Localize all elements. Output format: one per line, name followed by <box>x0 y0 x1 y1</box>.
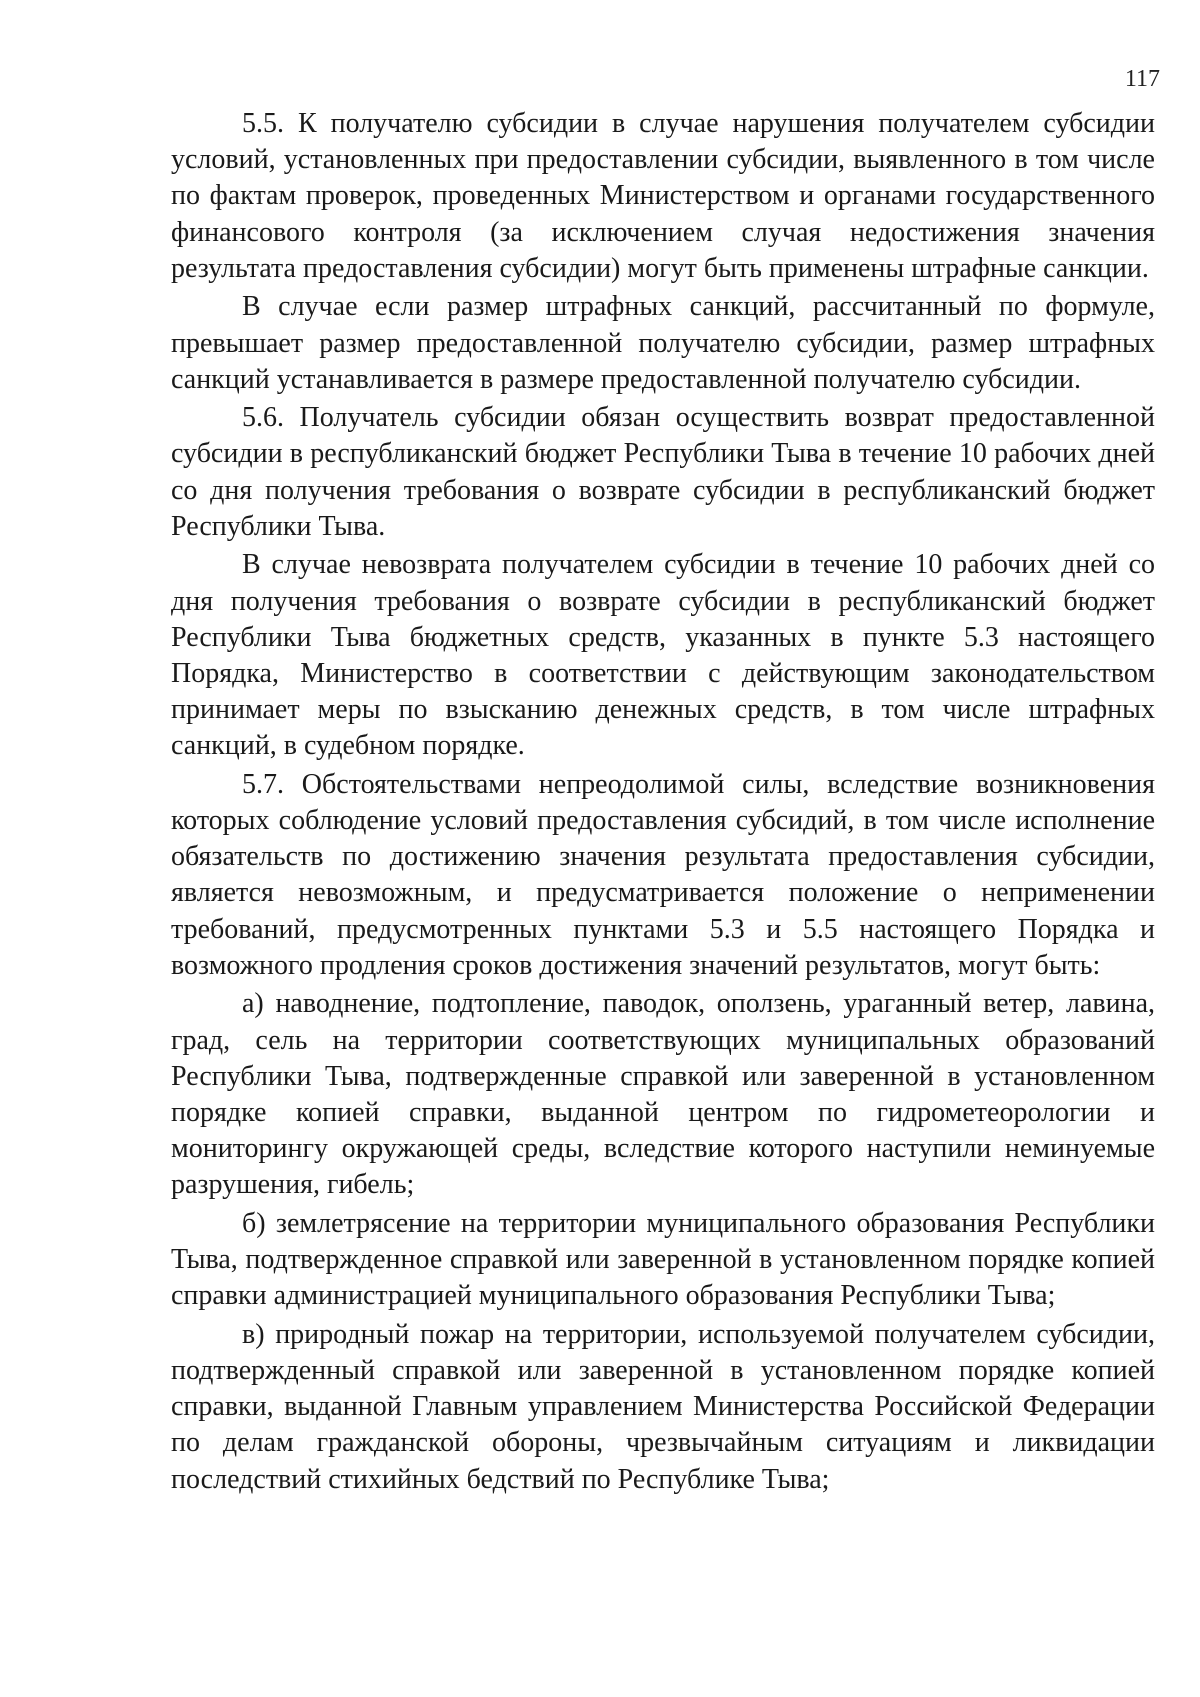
paragraph-non-return: В случае невозврата получателем субсидии в течение 10 рабочих дней со дня получения требования о возврате субсидии в республиканский бюджет Республики Тыва бюджетных средств, указанных в пункте 5.3 настоящего Порядка, Министерство в соответствии с действующим законодательством принимает меры по взысканию денежных средств, в том числе штрафных санкций, в судебном порядке. <box>171 549 1155 762</box>
paragraph-5-7: 5.7. Обстоятельствами непреодолимой силы, вследствие возникновения которых соблюдение условий предоставления субсидий, в том числе исполнение обязательств по достижению значения результата предоставления субсидии, является невозможным, и предусматривается положение о неприменении требований, предусмотренных пунктами 5.3 и 5.5 настоящего Порядка и возможного продления сроков достижения значений результатов, могут быть: <box>171 768 1155 981</box>
document-body <box>171 106 1155 1500</box>
list-item-b: б) землетрясение на территории муниципального образования Республики Тыва, подтвержденное справкой или заверенной в установленном порядке копией справки администрацией муниципального образования Республики Тыва; <box>171 1207 1155 1312</box>
paragraph-5-6: 5.6. Получатель субсидии обязан осуществить возврат предоставленной субсидии в республиканский бюджет Республики Тыва в течение 10 рабочих дней со дня получения требования о возврате субсидии в республиканский бюджет Республики Тыва. <box>171 402 1155 542</box>
list-item-a: а) наводнение, подтопление, паводок, оползень, ураганный ветер, лавина, град, сель на территории соответствующих муниципальных образований Республики Тыва, подтвержденные справкой или заверенной в установленном порядке копией справки, выданной центром по гидрометеорологии и мониторингу окружающей среды, вследствие которого наступили неминуемые разрушения, гибель; <box>171 988 1155 1201</box>
page-number: 117 <box>1124 66 1160 92</box>
paragraph-penalty-limit: В случае если размер штрафных санкций, рассчитанный по формуле, превышает размер предоставленной получателю субсидии, размер штрафных санкций устанавливается в размере предоставленной получателю субсидии. <box>171 291 1155 395</box>
list-item-v: в) природный пожар на территории, используемой получателем субсидии, подтвержденный справкой или заверенной в установленном порядке копией справки, выданной Главным управлением Министерства Российской Федерации по делам гражданской обороны, чрезвычайным ситуациям и ликвидации последствий стихийных бедствий по Республике Тыва; <box>171 1318 1155 1495</box>
paragraph-5-5: 5.5. К получателю субсидии в случае нарушения получателем субсидии условий, установленных при предоставлении субсидии, выявленного в том числе по фактам проверок, проведенных Министерством и органами государственного финансового контроля (за исключением случая недостижения значения результата предоставления субсидии) могут быть применены штрафные санкции. <box>171 108 1155 284</box>
